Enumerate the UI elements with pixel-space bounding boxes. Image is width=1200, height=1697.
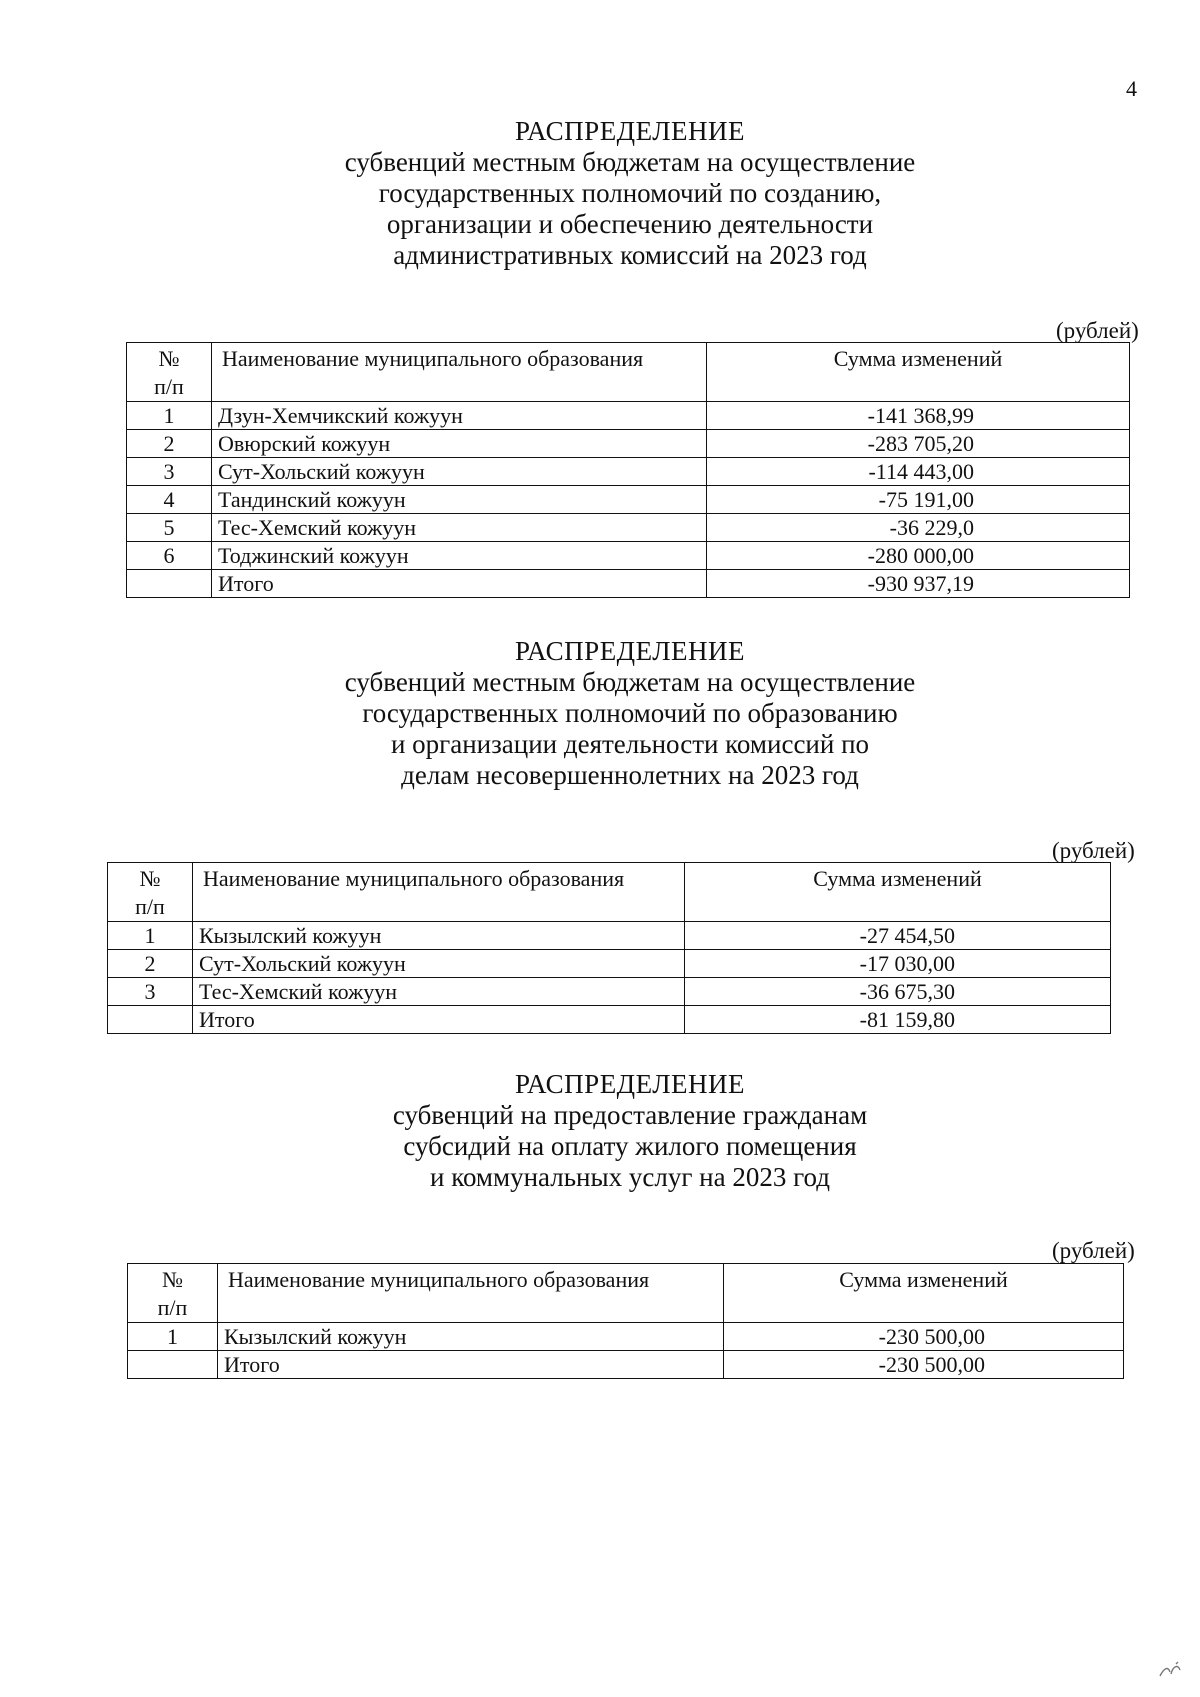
- table-total-row: [127, 570, 1130, 598]
- section-1-subtitle-line-1: субвенций местным бюджетам на осуществление: [344, 147, 916, 177]
- row-number: 1: [108, 922, 193, 950]
- section-3-subtitle-line-2: субсидий на оплату жилого помещения: [403, 1131, 857, 1161]
- handwritten-mark: [1158, 1660, 1184, 1686]
- row-number: 3: [108, 978, 193, 1006]
- row-number: [127, 570, 212, 598]
- column-header-no: № п/п: [108, 863, 193, 922]
- total-label: Итого: [218, 1351, 724, 1379]
- section-1-title: РАСПРЕДЕЛЕНИЕ: [514, 116, 746, 146]
- municipality-name: Сут-Хольский кожуун: [212, 458, 707, 486]
- column-header-sum: Сумма изменений: [685, 863, 1111, 922]
- municipality-name: Дзун-Хемчикский кожуун: [212, 402, 707, 430]
- section-3-title: РАСПРЕДЕЛЕНИЕ: [514, 1069, 746, 1099]
- change-sum: -283 705,20: [707, 430, 1130, 458]
- section-2-subtitle-line-4: делам несовершеннолетних на 2023 год: [401, 760, 859, 790]
- table-total-row: [108, 1006, 1111, 1034]
- table-header-row: [108, 863, 1111, 922]
- section-2-subtitle-line-2: государственных полномочий по образованию: [362, 698, 898, 728]
- row-number: [108, 1006, 193, 1034]
- row-number: 6: [127, 542, 212, 570]
- section-1-heading: [0, 116, 1200, 271]
- table-row: [127, 542, 1130, 570]
- table-row: [127, 458, 1130, 486]
- municipality-name: Тоджинский кожуун: [212, 542, 707, 570]
- table-header-row: [127, 343, 1130, 402]
- table-header-row: [128, 1264, 1124, 1323]
- section-2-unit-label: (рублей): [1052, 838, 1135, 863]
- municipality-name: Тес-Хемский кожуун: [212, 514, 707, 542]
- section-1-table: [126, 342, 1130, 598]
- municipality-name: Тес-Хемский кожуун: [193, 978, 685, 1006]
- change-sum: -27 454,50: [685, 922, 1111, 950]
- municipality-name: Сут-Хольский кожуун: [193, 950, 685, 978]
- table-row: [127, 402, 1130, 430]
- section-1-subtitle-line-2: государственных полномочий по созданию,: [378, 178, 882, 208]
- page-number: 4: [1126, 76, 1137, 101]
- change-sum: -75 191,00: [707, 486, 1130, 514]
- row-number: 2: [108, 950, 193, 978]
- row-number: [128, 1351, 218, 1379]
- table-row: [128, 1323, 1124, 1351]
- municipality-name: Кызылский кожуун: [218, 1323, 724, 1351]
- row-number: 2: [127, 430, 212, 458]
- section-1-subtitle-line-3: организации и обеспечению деятельности: [386, 209, 874, 239]
- table-row: [127, 486, 1130, 514]
- section-2-subtitle-line-3: и организации деятельности комиссий по: [390, 729, 870, 759]
- table-row: [127, 514, 1130, 542]
- section-1-subtitle-line-4: административных комиссий на 2023 год: [393, 240, 867, 270]
- section-2-subtitle-line-1: субвенций местным бюджетам на осуществление: [344, 667, 916, 697]
- section-3-subtitle-line-1: субвенций на предоставление гражданам: [392, 1100, 868, 1130]
- section-2-heading: [0, 636, 1200, 791]
- total-label: Итого: [193, 1006, 685, 1034]
- row-number: 3: [127, 458, 212, 486]
- table-row: [108, 950, 1111, 978]
- change-sum: -17 030,00: [685, 950, 1111, 978]
- handwritten-mark-icon: [1158, 1660, 1184, 1680]
- change-sum: -230 500,00: [724, 1323, 1124, 1351]
- row-number: 5: [127, 514, 212, 542]
- change-sum: -36 229,0: [707, 514, 1130, 542]
- row-number: 1: [128, 1323, 218, 1351]
- section-3-heading: [0, 1069, 1200, 1193]
- change-sum: -114 443,00: [707, 458, 1130, 486]
- total-sum: -81 159,80: [685, 1006, 1111, 1034]
- column-header-name: Наименование муниципального образования: [193, 863, 685, 922]
- section-2-table: [107, 862, 1111, 1034]
- section-3-subtitle-line-3: и коммунальных услуг на 2023 год: [430, 1162, 830, 1192]
- table-row: [127, 430, 1130, 458]
- column-header-name: Наименование муниципального образования: [218, 1264, 724, 1323]
- total-sum: -930 937,19: [707, 570, 1130, 598]
- column-header-no: № п/п: [128, 1264, 218, 1323]
- municipality-name: Кызылский кожуун: [193, 922, 685, 950]
- table-row: [108, 978, 1111, 1006]
- row-number: 1: [127, 402, 212, 430]
- column-header-sum: Сумма изменений: [724, 1264, 1124, 1323]
- table-row: [108, 922, 1111, 950]
- section-3-unit-label: (рублей): [1052, 1238, 1135, 1263]
- section-1-unit-label: (рублей): [1056, 318, 1139, 343]
- total-label: Итого: [212, 570, 707, 598]
- column-header-no: № п/п: [127, 343, 212, 402]
- municipality-name: Овюрский кожуун: [212, 430, 707, 458]
- change-sum: -280 000,00: [707, 542, 1130, 570]
- column-header-name: Наименование муниципального образования: [212, 343, 707, 402]
- change-sum: -141 368,99: [707, 402, 1130, 430]
- section-2-title: РАСПРЕДЕЛЕНИЕ: [514, 636, 746, 666]
- section-3-table: [127, 1263, 1124, 1379]
- table-total-row: [128, 1351, 1124, 1379]
- column-header-sum: Сумма изменений: [707, 343, 1130, 402]
- total-sum: -230 500,00: [724, 1351, 1124, 1379]
- change-sum: -36 675,30: [685, 978, 1111, 1006]
- row-number: 4: [127, 486, 212, 514]
- municipality-name: Тандинский кожуун: [212, 486, 707, 514]
